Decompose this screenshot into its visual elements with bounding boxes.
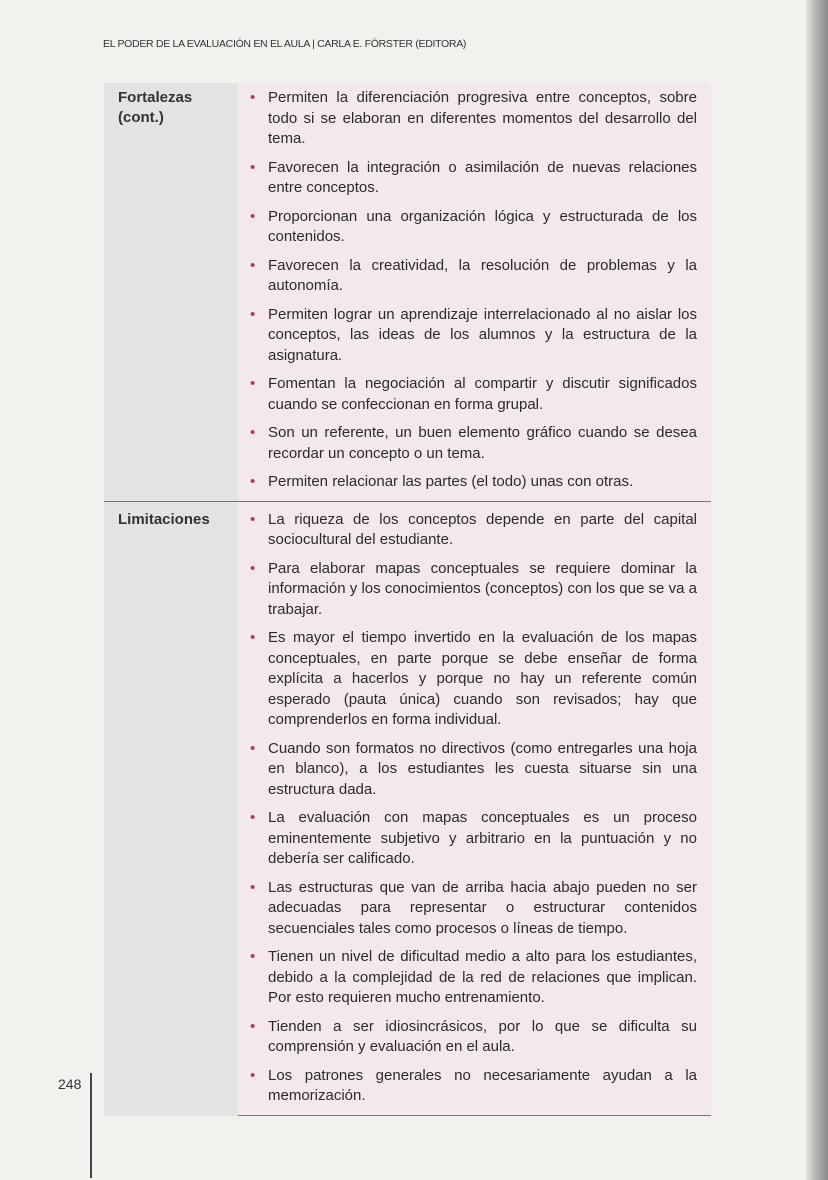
list-item	[250, 628, 697, 731]
list-item-text: Permiten la diferenciación progresiva entre conceptos, sobre todo si se elaboran en diferentes momentos del desarrollo del tema.	[268, 89, 697, 147]
list-item	[250, 1017, 697, 1058]
bullet-icon: •	[250, 375, 256, 392]
list-item-text: Para elaborar mapas conceptuales se requiere dominar la información y los conocimientos (conceptos) con los que se va a trabajar.	[268, 559, 697, 618]
list-item	[250, 472, 697, 493]
bullet-icon: •	[250, 89, 256, 106]
strengths-limitations-table	[104, 83, 711, 1116]
page-edge-shadow	[806, 0, 828, 1180]
list-item	[250, 256, 697, 297]
list-item	[250, 305, 697, 367]
bullet-icon: •	[250, 878, 256, 896]
bullet-icon: •	[250, 739, 256, 757]
bullet-list	[250, 510, 697, 1107]
list-item-text: Cuando son formatos no directivos (como entregarles una hoja en blanco), a los estudiantes les cuesta situarse sin una estructura dada.	[268, 739, 697, 798]
table-row-limitations	[104, 501, 711, 1116]
list-item-text: La riqueza de los conceptos depende en parte del capital sociocultural del estudiante.	[268, 510, 697, 548]
list-item	[250, 1066, 697, 1107]
margin-rule	[90, 1073, 92, 1178]
list-item	[250, 878, 697, 940]
page-number: 248	[58, 1076, 82, 1092]
bullet-list	[250, 88, 697, 493]
bullet-icon: •	[250, 256, 256, 274]
row-cell	[238, 83, 711, 501]
bullet-icon: •	[250, 305, 256, 323]
list-item-text: Las estructuras que van de arriba hacia abajo pueden no ser adecuadas para representar o estructurar contenidos secuenciales tales como procesos o líneas de tiempo.	[268, 878, 697, 937]
row-label: Fortalezas (cont.)	[104, 83, 238, 501]
list-item	[250, 207, 697, 248]
bullet-icon: •	[250, 629, 256, 646]
bullet-icon: •	[250, 948, 256, 965]
list-item	[250, 423, 697, 464]
list-item	[250, 739, 697, 801]
list-item-text: Tienen un nivel de dificultad medio a alto para los estudiantes, debido a la complejidad de la red de relaciones que implican. Por esto requieren mucho entrenamiento.	[268, 948, 697, 1006]
bullet-icon: •	[250, 424, 256, 441]
list-item	[250, 808, 697, 870]
table-row-strengths	[104, 83, 711, 501]
list-item-text: Proporcionan una organización lógica y estructurada de los contenidos.	[268, 207, 697, 245]
row-label: Limitaciones	[104, 502, 238, 1116]
row-cell	[238, 502, 711, 1116]
bullet-icon: •	[250, 158, 256, 176]
list-item-text: Es mayor el tiempo invertido en la evaluación de los mapas conceptuales, en parte porque se debe enseñar de forma explícita a hacerlos y porque no hay un referente común esperado (pauta única) cuando son revisados; hay que comprenderlos en forma individual.	[268, 629, 697, 728]
list-item	[250, 559, 697, 621]
bullet-icon: •	[250, 1017, 256, 1035]
list-item-text: Permiten lograr un aprendizaje interrelacionado al no aislar los conceptos, las ideas de los alumnos y la estructura de la asignatura.	[268, 305, 697, 364]
list-item	[250, 88, 697, 150]
list-item	[250, 510, 697, 551]
bullet-icon: •	[250, 1066, 256, 1084]
list-item-text: La evaluación con mapas conceptuales es un proceso eminentemente subjetivo y arbitrario en la puntuación y no debería ser calificado.	[268, 809, 697, 867]
list-item-text: Favorecen la integración o asimilación de nuevas relaciones entre conceptos.	[268, 158, 697, 196]
list-item	[250, 158, 697, 199]
running-header: EL PODER DE LA EVALUACIÓN EN EL AULA | CARLA E. FÖRSTER (EDITORA)	[103, 38, 467, 50]
list-item	[250, 374, 697, 415]
list-item-text: Favorecen la creatividad, la resolución de problemas y la autonomía.	[268, 256, 697, 294]
bullet-icon: •	[250, 510, 256, 528]
list-item-text: Los patrones generales no necesariamente ayudan a la memorización.	[268, 1066, 697, 1104]
list-item-text: Tienden a ser idiosincrásicos, por lo que se dificulta su comprensión y evaluación en el aula.	[268, 1017, 697, 1055]
bullet-icon: •	[250, 559, 256, 577]
bullet-icon: •	[250, 473, 256, 490]
list-item-text: Permiten relacionar las partes (el todo) unas con otras.	[268, 473, 634, 490]
list-item	[250, 947, 697, 1009]
list-item-text: Fomentan la negociación al compartir y discutir significados cuando se confeccionan en forma grupal.	[268, 375, 697, 413]
bullet-icon: •	[250, 207, 256, 225]
list-item-text: Son un referente, un buen elemento gráfico cuando se desea recordar un concepto o un tema.	[268, 424, 697, 462]
bullet-icon: •	[250, 809, 256, 826]
